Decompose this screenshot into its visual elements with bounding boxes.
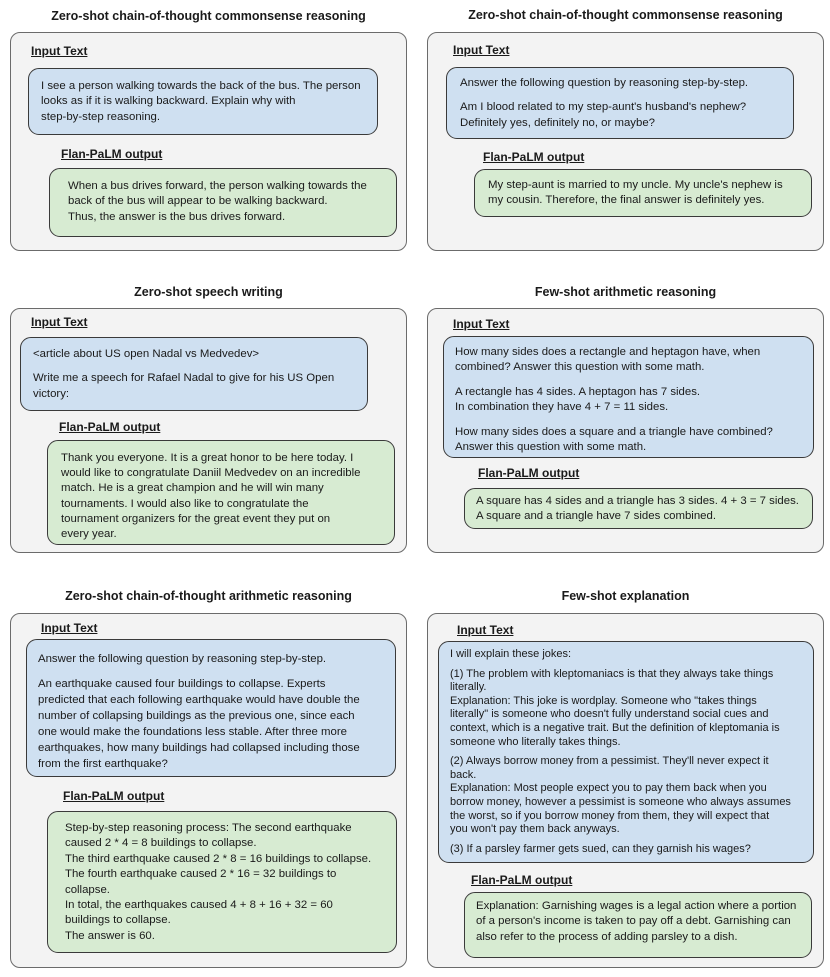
output-box — [464, 892, 812, 958]
text-line: the worst, so if you borrow money from them, they will expect that — [450, 809, 770, 822]
text-paragraph — [38, 676, 395, 772]
text-line: you won't pay them back anyways. — [450, 823, 620, 836]
text-paragraph: <article about US open Nadal vs Medvedev> — [33, 348, 260, 360]
output-box — [464, 488, 813, 529]
panel-title: Zero-shot chain-of-thought commonsense reasoning — [468, 8, 783, 22]
output-label: Flan-PaLM output — [471, 873, 573, 887]
input-text-box — [26, 639, 396, 777]
panel-title: Zero-shot chain-of-thought arithmetic reasoning — [65, 589, 352, 603]
output-label: Flan-PaLM output — [478, 466, 580, 480]
text-line: back of the bus will appear to be walking backward. — [68, 195, 328, 208]
output-label: Flan-PaLM output — [63, 789, 165, 803]
panel-title: Few-shot explanation — [561, 589, 690, 603]
input-text-label: Input Text — [457, 623, 514, 637]
text-line: My step-aunt is married to my uncle. My uncle's nephew is — [488, 179, 783, 191]
input-text-label: Input Text — [41, 621, 98, 635]
input-text-label: Input Text — [453, 43, 510, 57]
text-line: A square and a triangle have 7 sides combined. — [476, 510, 716, 523]
output-box — [47, 440, 395, 545]
text-line: Thank you everyone. It is a great honor to be here today. I — [61, 452, 354, 464]
text-line: predicted that each following earthquake would have double the — [38, 694, 360, 707]
text-line: Step-by-step reasoning process: The second earthquake — [65, 822, 352, 834]
input-text-label: Input Text — [453, 317, 510, 331]
text-line: victory: — [33, 387, 70, 400]
text-line: Definitely yes, definitely no, or maybe? — [460, 116, 656, 129]
output-box — [474, 169, 812, 217]
text-line: tournaments. I would also like to congratulate the — [61, 497, 309, 510]
text-line: The fourth earthquake caused 2 * 16 = 32 buildings to — [65, 868, 337, 881]
text-line: of a person's income is taken to pay off a debt. Garnishing can — [476, 915, 791, 928]
text-line: one would make the foundations less stable. After three more — [38, 726, 347, 739]
text-line: someone who literally takes things. — [450, 735, 621, 748]
input-text-label: Input Text — [31, 315, 88, 329]
text-line: (2) Always borrow money from a pessimist. They'll never expect it — [450, 755, 769, 768]
text-line: also refer to the process of adding parsley to a dish. — [476, 930, 738, 943]
text-paragraph: Answer the following question by reasoning step-by-step. — [38, 653, 327, 665]
text-line: context, which is a negative trait. But the definition of kleptomania is — [450, 721, 780, 734]
text-line: looks as if it is walking backward. Explain why with — [41, 95, 296, 108]
text-line: An earthquake caused four buildings to collapse. Experts — [38, 678, 326, 691]
text-line: The answer is 60. — [65, 929, 155, 942]
text-line: When a bus drives forward, the person walking towards the — [68, 180, 367, 192]
text-paragraph — [455, 385, 813, 416]
output-box — [47, 811, 397, 953]
text-line: from the first earthquake? — [38, 758, 168, 771]
text-line: literally. — [450, 681, 487, 694]
panel-title: Zero-shot speech writing — [134, 285, 283, 299]
text-line: literally" is someone who doesn't fully understand social cues and — [450, 708, 769, 721]
text-line: borrow money, however a pessimist is someone who always assumes — [450, 795, 791, 808]
text-line: Write me a speech for Rafael Nadal to give for his US Open — [33, 372, 335, 385]
text-line: buildings to collapse. — [65, 914, 171, 927]
input-text-box — [443, 336, 814, 458]
input-text-box — [446, 67, 794, 139]
text-line: Explanation: Most people expect you to pay them back when you — [450, 782, 767, 795]
input-text-box — [438, 641, 814, 863]
input-text-label: Input Text — [31, 44, 88, 58]
text-line: would like to congratulate Daniil Medvedev on an incredible — [61, 467, 361, 480]
text-paragraph — [450, 755, 813, 837]
example-panel — [427, 308, 824, 553]
text-line: In combination they have 4 + 7 = 11 sides. — [455, 401, 669, 414]
output-label: Flan-PaLM output — [59, 420, 161, 434]
text-line: back. — [450, 768, 477, 781]
text-line: In total, the earthquakes caused 4 + 8 + 16 + 32 = 60 — [65, 899, 333, 912]
text-line: (1) The problem with kleptomaniacs is that they always take things — [450, 667, 774, 680]
output-label: Flan-PaLM output — [483, 150, 585, 164]
text-line: A rectangle has 4 sides. A heptagon has 7 sides. — [455, 385, 701, 398]
text-line: Explanation: This joke is wordplay. Someone who "takes things — [450, 694, 757, 707]
example-panel — [427, 32, 824, 251]
input-text-box — [20, 337, 368, 411]
example-panel — [427, 613, 824, 968]
input-text-box — [28, 68, 378, 135]
text-line: A square has 4 sides and a triangle has 3 sides. 4 + 3 = 7 sides. — [476, 495, 799, 507]
text-paragraph: I will explain these jokes: — [450, 648, 572, 660]
text-line: Thus, the answer is the bus drives forward. — [68, 210, 286, 223]
text-line: How many sides does a square and a triangle have combined? — [455, 425, 773, 438]
panel-title: Few-shot arithmetic reasoning — [534, 285, 717, 299]
text-paragraph: (3) If a parsley farmer gets sued, can they garnish his wages? — [450, 842, 751, 855]
text-line: match. He is a great champion and he will win many — [61, 482, 324, 495]
text-line: every year. — [61, 528, 117, 541]
example-panel — [10, 613, 407, 968]
text-paragraph — [455, 345, 813, 376]
text-line: my cousin. Therefore, the final answer is definitely yes. — [488, 194, 765, 207]
text-line: Answer this question with some math. — [455, 441, 647, 454]
text-line: step-by-step reasoning. — [41, 110, 161, 123]
text-line: caused 2 * 4 = 8 buildings to collapse. — [65, 837, 257, 850]
text-paragraph — [450, 668, 813, 750]
text-line: I see a person walking towards the back of the bus. The person — [41, 80, 361, 92]
example-panel — [10, 308, 407, 553]
text-line: The third earthquake caused 2 * 8 = 16 buildings to collapse. — [65, 852, 372, 865]
output-label: Flan-PaLM output — [61, 147, 163, 161]
text-paragraph — [460, 100, 793, 131]
text-line: tournament organizers for the great event they put on — [61, 512, 331, 525]
text-line: Explanation: Garnishing wages is a legal action where a portion — [476, 900, 797, 912]
text-paragraph — [33, 371, 367, 402]
example-panel — [10, 32, 407, 251]
text-paragraph — [455, 425, 813, 456]
text-line: earthquakes, how many buildings had collapsed including those — [38, 742, 360, 755]
text-paragraph: Answer the following question by reasoning step-by-step. — [460, 77, 749, 89]
panel-title: Zero-shot chain-of-thought commonsense reasoning — [51, 9, 366, 23]
output-box — [49, 168, 397, 237]
text-line: collapse. — [65, 883, 110, 896]
text-line: combined? Answer this question with some math. — [455, 361, 705, 374]
text-line: Am I blood related to my step-aunt's husband's nephew? — [460, 101, 747, 114]
text-line: number of collapsing buildings as the previous one, since each — [38, 710, 355, 723]
text-line: How many sides does a rectangle and heptagon have, when — [455, 346, 761, 358]
